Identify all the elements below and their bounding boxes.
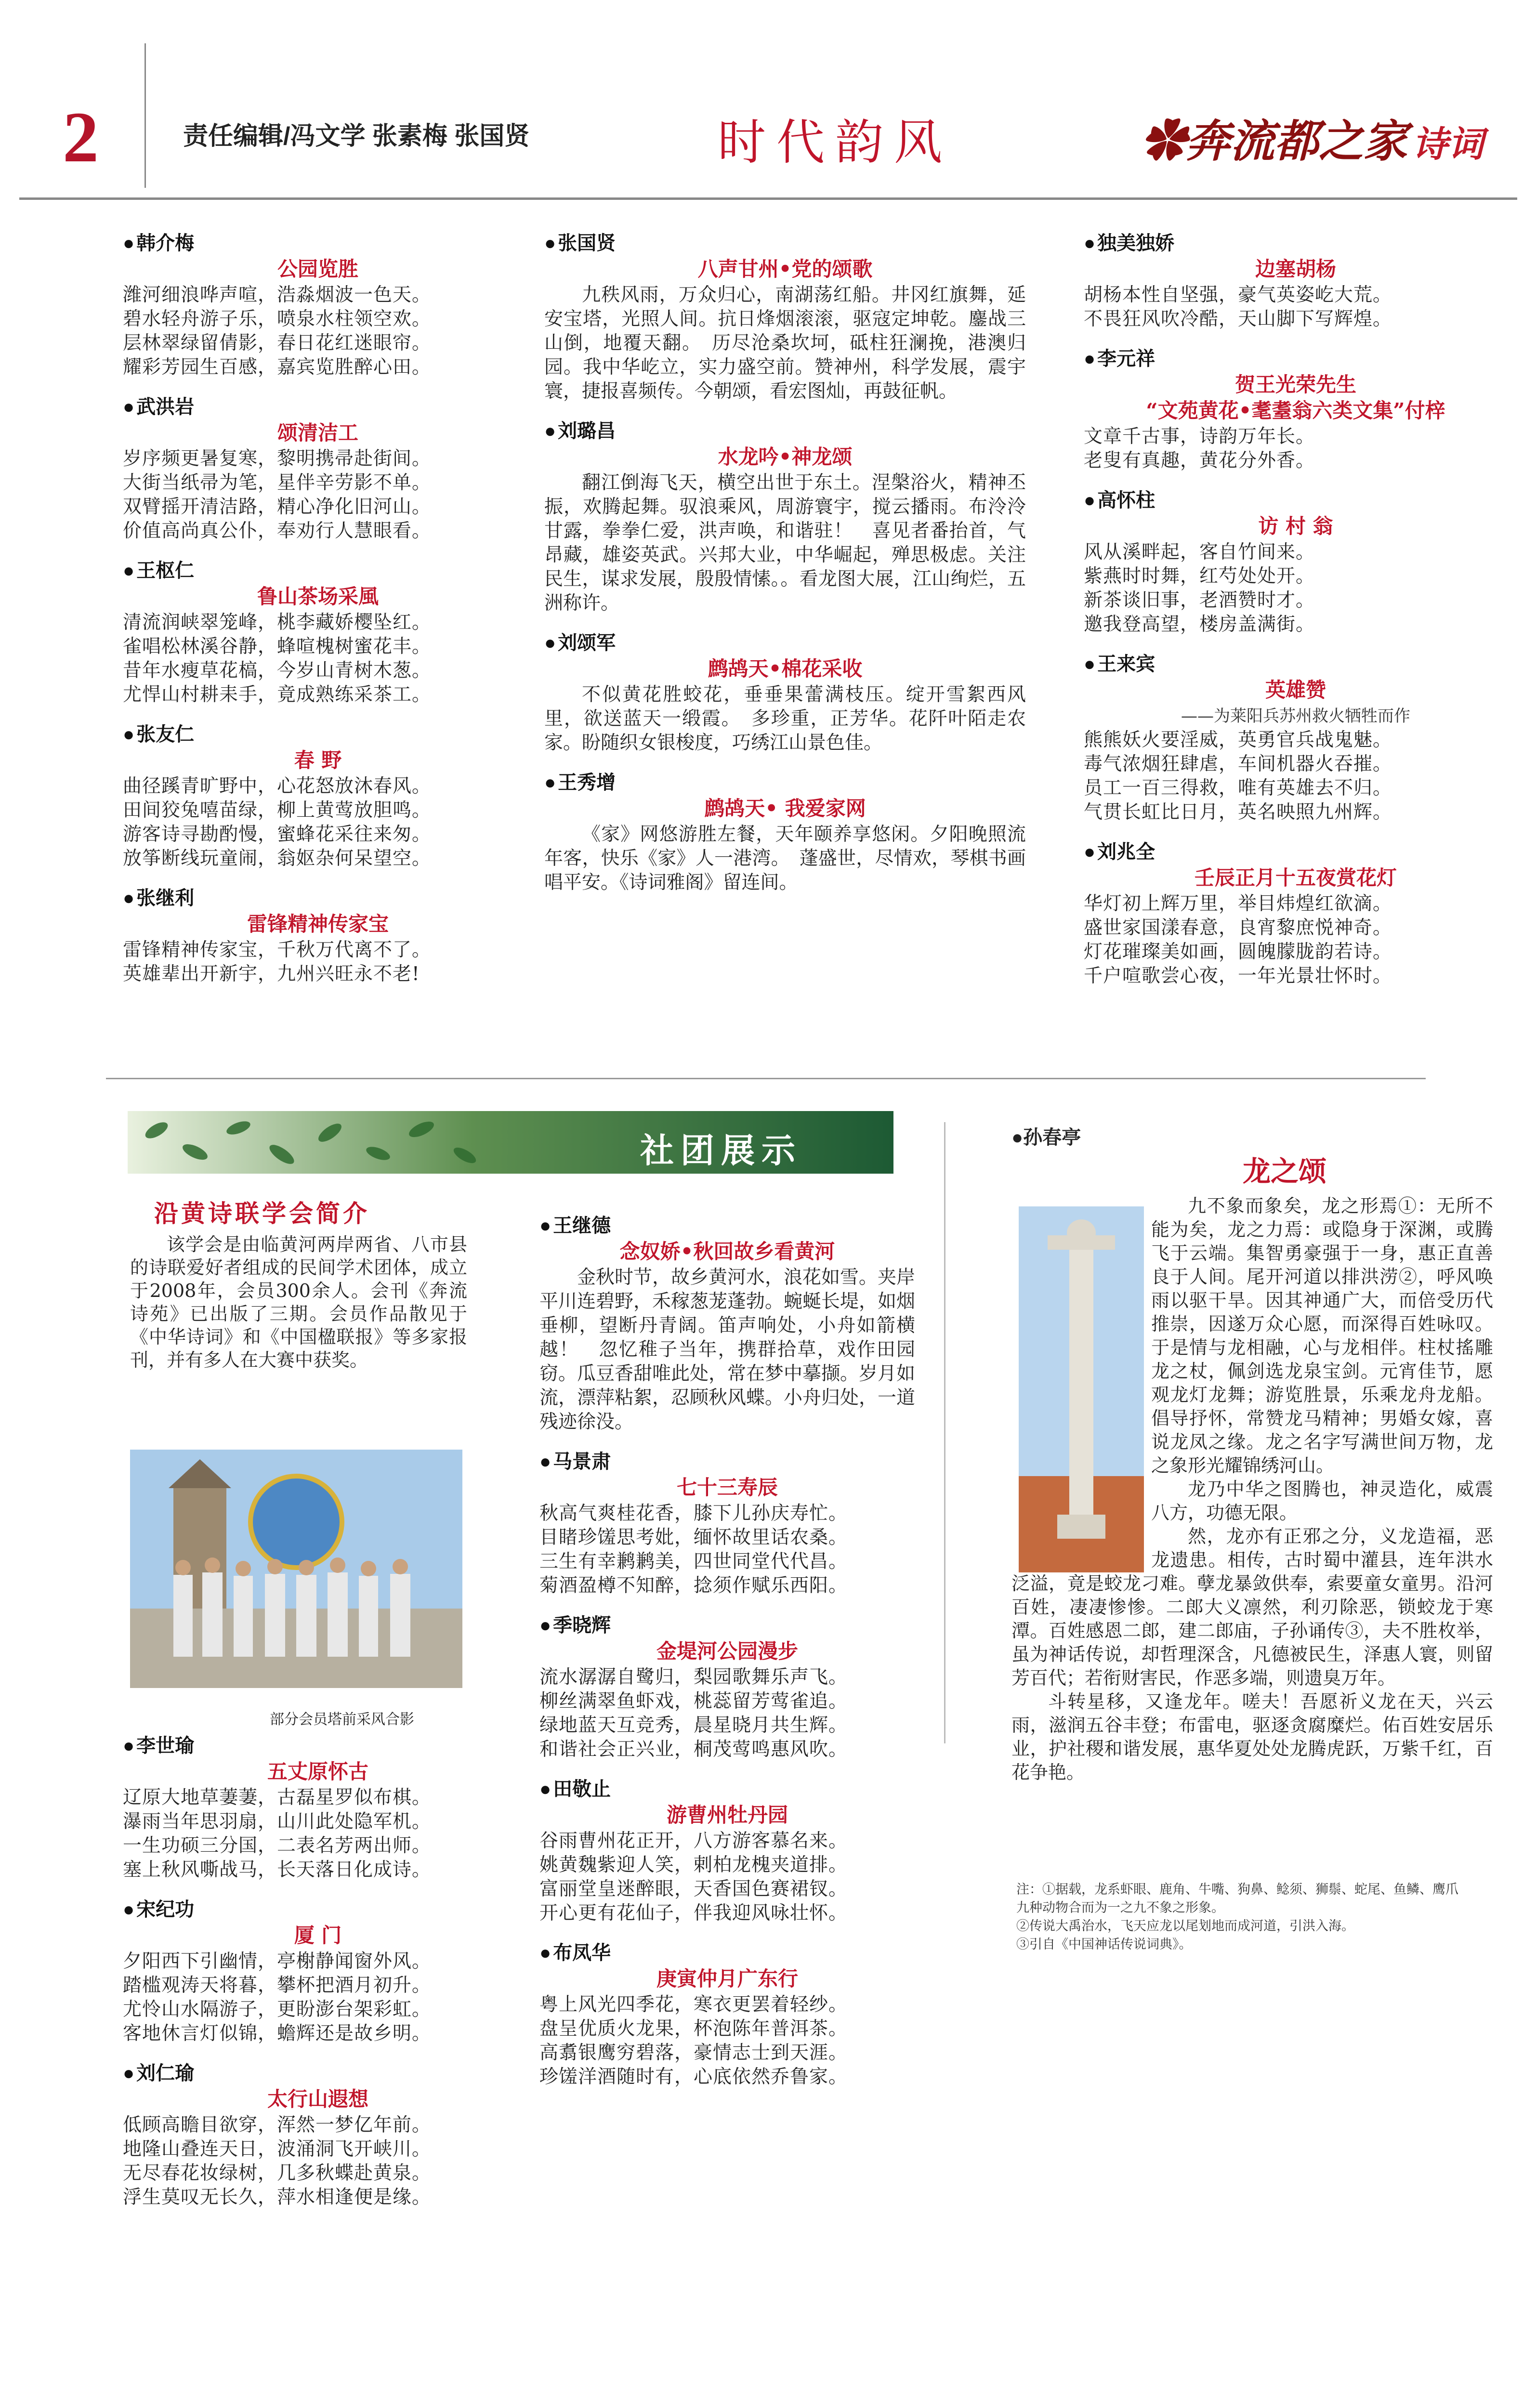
poem-title: 厦 门 [294, 1924, 342, 1947]
poem-line: 辽原大地草萋萋，古磊星罗似布棋。 [123, 1787, 432, 1808]
poem-title: 公园览胜 [277, 257, 358, 281]
poem-block [123, 395, 513, 543]
poem-column-lower-left [123, 1734, 513, 2225]
poem-title: 壬辰正月十五夜赏花灯 [1194, 866, 1397, 890]
poem-line: 清流润峡翠笼峰，桃李藏娇樱坠红。 [123, 612, 432, 633]
poem-text: 九秩风雨，万众归心，南湖荡红船。井冈红旗舞，延安宝塔，光照人间。抗日烽烟滚滚，驱寇定坤乾。鏖战三山倒，地覆天翻。 历尽沧桑坎坷，砥柱狂澜挽，港澳归园。我中华屹立，实力盛空前。赞神州，科学发展，震宇寰，捷报喜频传。今朝颂，看宏图灿，再鼓征帆。 [544, 284, 1026, 402]
poem-title: 贺王光荣先生 [1234, 373, 1356, 396]
poem-line: 菊酒盈樽不知醉，捻须作赋乐西阳。 [539, 1575, 848, 1597]
note-line: 注：①据载，龙系虾眼、鹿角、牛嘴、狗鼻、鲶须、狮鬃、蛇尾、鱼鳞、鹰爪九种动物合而为一之九不象之形象。 [1016, 1882, 1458, 1915]
poem-block [123, 886, 513, 986]
poem-line: 英雄辈出开新宇，九州兴旺永不老! [123, 963, 420, 985]
editors-credit: 责任编辑/冯文学 张素梅 张国贤 [183, 122, 530, 150]
poem-line: 盛世家国漾春意，良宵黎庶悦神奇。 [1084, 917, 1392, 939]
poem-title: 金堤河公园漫步 [656, 1639, 798, 1663]
header-rule [19, 197, 1517, 200]
poem-column-right [1084, 231, 1508, 1004]
poem-line: 塞上秋风嘶战马，长天落日化成诗。 [123, 1859, 432, 1881]
poem-column-left [123, 231, 513, 1002]
poem-block [539, 1613, 915, 1762]
club-banner-title: 社团展示 [640, 1130, 802, 1170]
club-intro-text: 该学会是由临黄河两岸两省、八市县的诗联爱好者组成的民间学术团体，成立于2008年，会员300余人。会刊《奔流诗苑》已出版了三期。会员作品散见于《中华诗词》和《中国楹联报》等多家报刊，并有多人在大赛中获奖。 [130, 1234, 467, 1371]
poem-title: 颂清洁工 [277, 421, 358, 445]
poem-line: 一生功硕三分国，二表名芳两出师。 [123, 1835, 432, 1857]
poem-line: 岁序频更暑复寒，黎明携帚赴街间。 [123, 448, 432, 470]
poem-line: 紫燕时时舞，红芍处处开。 [1084, 565, 1315, 587]
poem-line: 文章千古事，诗韵万年长。 [1084, 426, 1315, 447]
poem-block [539, 1450, 915, 1598]
poem-author: ● 宋纪功 [123, 1898, 513, 1922]
dragon-author: ●孙春亭 [1011, 1127, 1081, 1148]
poem-line: 层林翠绿留倩影，春日花红迷眼帘。 [123, 332, 432, 354]
poem-block [123, 231, 513, 380]
poem-block [1084, 231, 1508, 331]
header-divider [144, 43, 146, 188]
poem-author: ● 王枢仁 [123, 559, 513, 583]
poem-line: 灯花璀璨美如画，圆魄朦胧韵若诗。 [1084, 941, 1392, 963]
poem-line: 大街当纸帚为笔，星伴辛劳影不单。 [123, 472, 432, 494]
poem-title: 边塞胡杨 [1255, 257, 1336, 281]
poem-line: 夕阳西下引幽情，亭榭静闻窗外风。 [123, 1950, 432, 1972]
poem-line: 碧水轻舟游子乐，喷泉水柱领空欢。 [123, 308, 432, 330]
group-photo-image [130, 1450, 462, 1688]
poem-title: 鹧鸪天• 我爱家网 [704, 797, 866, 820]
poem-author: ● 李世瑜 [123, 1734, 513, 1758]
poem-line: 谷雨曹州花正开，八方游客慕名来。 [539, 1830, 848, 1852]
poem-line: 盘呈优质火龙果，杯泡陈年普洱茶。 [539, 2018, 848, 2040]
poem-title: 英雄赞 [1265, 678, 1326, 702]
poem-line: 和谐社会正兴业，桐茂莺鸣惠风吹。 [539, 1739, 848, 1760]
poem-author: ● 张国贤 [544, 231, 1026, 255]
poem-author: ● 韩介梅 [123, 231, 513, 255]
poem-line: 不畏狂风吹冷酷，天山脚下写辉煌。 [1084, 308, 1392, 330]
note-line: ②传说大禹治水，飞天应龙以尾划地而成河道，引洪入海。 [1016, 1919, 1354, 1934]
poem-line: 高翥银鹰穷碧落，豪情志士到天涯。 [539, 2042, 848, 2064]
poem-line: 田间狡兔嘻苗绿，柳上黄莺放胆鸣。 [123, 799, 432, 821]
note-line: ③引自《中国神话传说词典》。 [1016, 1937, 1192, 1952]
poem-title: 水龙吟•神龙颂 [718, 445, 853, 469]
poem-block [123, 1898, 513, 2046]
poem-block [544, 771, 1026, 895]
poem-author: ● 独美独娇 [1084, 231, 1508, 255]
group-photo [130, 1450, 462, 1688]
dragon-essay [1011, 1194, 1493, 1784]
poem-dedication: ——为莱阳兵苏州救火牺牲而作 [1181, 707, 1410, 726]
poem-line: 游客诗寻勘酌慢，蜜蜂花采往来匆。 [123, 824, 432, 845]
photo-caption: 部分会员塔前采风合影 [270, 1711, 414, 1728]
dragon-title: 龙之颂 [1243, 1155, 1327, 1188]
poem-title: 鹧鸪天•棉花采收 [708, 657, 863, 681]
poem-line: 客地休言灯似锦，蟾辉还是故乡明。 [123, 2023, 432, 2044]
poem-text: 不似黄花胜蛟花，垂垂果蕾满枝压。绽开雪絮西风里，欲送蓝天一缎霞。 多珍重，正芳华。花阡叶陌走农家。盼随织女银梭度，巧绣江山景色佳。 [544, 684, 1026, 754]
poem-line: 开心更有花仙子，伴我迎风咏壮怀。 [539, 1902, 848, 1924]
poem-title: 春 野 [294, 748, 342, 772]
poem-line: 胡杨本性自坚强，豪气英姿屹大荒。 [1084, 284, 1392, 306]
poem-block [539, 1777, 915, 1925]
poem-line: 老叟有真趣，黄花分外香。 [1084, 450, 1315, 471]
poem-author: ● 张友仁 [123, 722, 513, 746]
logo-subtitle: 诗词 [1412, 124, 1484, 165]
poem-line: 秋高气爽桂花香，膝下儿孙庆寿忙。 [539, 1503, 848, 1524]
poem-line: 姚黄魏紫迎人笑，剌柏龙槐夹道排。 [539, 1854, 848, 1876]
poem-title: 鲁山茶场采風 [257, 585, 379, 608]
poem-block [539, 1941, 915, 2089]
section-title: 时代韵风 [718, 114, 953, 170]
poem-title: 八声甘州•党的颂歌 [697, 257, 873, 281]
poem-line: 珍馐洋酒随时有，心底依然乔鲁家。 [539, 2066, 848, 2088]
poem-title: 太行山遐想 [267, 2087, 368, 2111]
poem-author: ● 武洪岩 [123, 395, 513, 419]
poem-line: 气贯长虹比日月，英名映照九州辉。 [1084, 801, 1392, 823]
poem-line: 三生有幸鹣鹣美，四世同堂代代昌。 [539, 1551, 848, 1572]
poem-line: 浮生莫叹无长久，萍水相逢便是缘。 [123, 2186, 432, 2208]
poem-author: ● 高怀柱 [1084, 488, 1508, 512]
poem-block [544, 419, 1026, 615]
dragon-author-name: 孙春亭 [1023, 1127, 1081, 1148]
poem-line: 流水潺潺自鹭归，梨园歌舞乐声飞。 [539, 1666, 848, 1688]
essay-paragraph: 斗转星移，又逢龙年。嗟夫！吾愿祈义龙在天，兴云雨，滋润五谷丰登；布雷电，驱逐贪腐糜烂。佑百姓安居乐业，护社稷和谐发展，惠华夏处处龙腾虎跃，万紫千红，百花争艳。 [1011, 1691, 1493, 1783]
poem-author: ● 王继德 [539, 1214, 915, 1238]
club-intro-title: 沿黄诗联学会简介 [154, 1199, 370, 1228]
poem-author: ● 田敬止 [539, 1777, 915, 1801]
poem-line: 粤上风光四季花，寒衣更罢着轻纱。 [539, 1994, 848, 2015]
poem-author: ● 刘仁瑜 [123, 2061, 513, 2085]
poem-line: 曲径蹊青旷野中，心花怒放沐春风。 [123, 775, 432, 797]
poem-author: ● 刘兆全 [1084, 840, 1508, 864]
poem-line: 尤悍山村耕耒手，竟成熟练采茶工。 [123, 684, 432, 706]
poem-block [1084, 488, 1508, 637]
poem-author: ● 王秀增 [544, 771, 1026, 795]
poem-author: ● 季晓辉 [539, 1613, 915, 1637]
poem-line: 风从溪畔起，客自竹间来。 [1084, 541, 1315, 563]
poem-line: 员工一百三得救，唯有英雄去不归。 [1084, 777, 1392, 799]
poem-block [539, 1214, 915, 1434]
poem-block [123, 722, 513, 871]
poem-line: 价值高尚真公仆，奉劝行人慧眼看。 [123, 520, 432, 542]
page-number: 2 [63, 97, 99, 177]
poem-line: 富丽堂皇迷醉眼，天香国色赛裙钗。 [539, 1878, 848, 1900]
poem-text: 金秋时节，故乡黄河水，浪花如雪。夹岸平川连碧野，禾稼葱茏蓬勃。蜿蜒长堤，如烟垂柳，望断丹青阔。笛声响处，小舟如箭横越！ 忽忆稚子当年，携群拾草，戏作田园窃。瓜豆香甜唯此处，常在梦中摹撷。岁月如流，漂萍粘絮，忍顾秋风蝶。小舟归处，一道残迹徐没。 [539, 1267, 916, 1433]
poem-line: 昔年水瘦草花槁，今岁山青树木葱。 [123, 660, 432, 681]
poem-column-middle [544, 231, 1026, 910]
poem-line: 目睹珍馐思考妣，缅怀故里话农桑。 [539, 1527, 848, 1548]
poem-author: ● 王来宾 [1084, 652, 1508, 676]
poem-block [544, 631, 1026, 755]
essay-paragraph: 龙乃中华之图腾也，神灵造化，威震八方，功德无限。 [1151, 1479, 1493, 1523]
poem-line: 地隆山叠连天日，波涌洞飞开峡川。 [123, 2138, 432, 2160]
poem-author: ● 刘颂军 [544, 631, 1026, 655]
essay-paragraph: 然，龙亦有正邪之分，义龙造福，恶龙遗患。相传，古时蜀中灌县，连年洪水泛溢，竟是蛟龙刁难。孽龙暴敛供奉，索要童女童男。沿河百姓，凄凄惨惨。二郎大义凛然，利刃除恶，锁蛟龙于寒潭。百姓感恩二郎，建二郎庙，子孙诵传③，夫不胜枚举，虽为神话传说，却哲理深含，凡德被民生，泽惠人寰，则留芳百代；若衔财害民，作恶多端，则遗臭万年。 [1011, 1526, 1493, 1688]
poem-line: 熊熊妖火要淫威，英勇官兵战鬼魅。 [1084, 729, 1392, 751]
poem-author: ● 刘璐昌 [544, 419, 1026, 443]
poem-block [1084, 840, 1508, 988]
poem-title: 五丈原怀古 [267, 1760, 368, 1783]
poem-block [544, 231, 1026, 404]
poem-title: 访 村 翁 [1258, 514, 1333, 538]
poem-line: 无尽春花妆绿树，几多秋蝶赴黄泉。 [123, 2162, 432, 2184]
section-rule [106, 1078, 1426, 1079]
poem-block [123, 2061, 513, 2210]
poem-title-line2: “文苑黄花•耄耋翁六类文集”付梓 [1146, 399, 1445, 422]
poem-line: 柳丝满翠鱼虾戏，桃蕊留芳莺雀追。 [539, 1690, 848, 1712]
essay-paragraph: 九不象而象矣，龙之形焉①：无所不能为矣，龙之力焉：或隐身于深渊，或腾飞于云端。集智勇豪强于一身，惠正直善良于人间。尾开河道以排洪涝②，呼风唤雨以驱干旱。因其神通广大，而倍受历代推崇，因遂万众心愿，而深得百姓咏叹。于是情与龙相融，心与龙相伴。柱杖搖雕龙之杖，佩剑选龙泉宝剑。元宵佳节，愿观龙灯龙舞；游览胜景，乐乘龙舟龙船。倡导抒怀，常赞龙马精神；男婚女嫁，喜说龙凤之缘。龙之名字写满世间万物，龙之象形光耀锦绣河山。 [1151, 1195, 1493, 1476]
poem-title: 念奴娇•秋回故乡看黄河 [619, 1240, 835, 1263]
logo-text: 奔流都之家 [1186, 115, 1408, 167]
poem-line: 瀑雨当年思羽扇，山川此处隐军机。 [123, 1811, 432, 1832]
poem-line: 双臂摇开清洁路，精心净化旧河山。 [123, 496, 432, 518]
dragon-notes [1016, 1881, 1459, 1954]
poem-author: ● 马景肃 [539, 1450, 915, 1474]
poem-line: 耀彩芳园生百感，嘉宾览胜醉心田。 [123, 356, 432, 378]
poem-author: ● 张继利 [123, 886, 513, 910]
poem-block [123, 559, 513, 707]
poem-block [1084, 347, 1508, 473]
poem-line: 尤怜山水隔游子，更盼澎台架彩虹。 [123, 1999, 432, 2020]
poem-title: 雷锋精神传家宝 [247, 912, 389, 936]
poem-line: 低顾高瞻目欲穿，浑然一梦亿年前。 [123, 2114, 432, 2136]
pillar-spacer [1011, 1194, 1151, 1565]
poem-text: 翻江倒海飞天，横空出世于东土。涅槃浴火，精神丕振，欢腾起舞。驭浪乘风，周游寰宇，搅云播雨。布泠泠甘露，拳拳仁爱，洪声唤，和谐驻！ 喜见者番抬首，气昂藏，雄姿英武。兴邦大业，中华崛起，殚思极虑。关注民生，谋求发展，殷殷情愫。。看龙图大展，江山绚烂，五洲称许。 [544, 472, 1026, 614]
poem-line: 雷锋精神传家宝，千秋万代离不了。 [123, 939, 432, 961]
column-divider [944, 1122, 945, 1743]
poem-block [1084, 652, 1508, 824]
poem-title: 游曹州牡丹园 [666, 1803, 788, 1827]
poem-line: 邀我登高望，楼房盖满街。 [1084, 614, 1315, 635]
poem-line: 踏槛观涛天将暮，攀杯把酒月初升。 [123, 1975, 432, 1996]
logo-icon: ✿ [1142, 115, 1186, 167]
poem-line: 潍河细浪哗声喧，浩淼烟波一色天。 [123, 284, 432, 306]
poem-text: 《家》网悠游胜左餐，天年颐养享悠闲。夕阳晚照流年客，快乐《家》人一港湾。 蓬盛世，尽情欢，琴棋书画唱平安。《诗词雅阁》留连间。 [544, 824, 1026, 893]
club-banner [128, 1111, 893, 1174]
poem-line: 新茶谈旧事，老酒赞时才。 [1084, 589, 1315, 611]
poem-title: 庚寅仲月广东行 [656, 1967, 798, 1990]
poem-line: 绿地蓝天互竞秀，晨星晓月共生辉。 [539, 1714, 848, 1736]
poem-line: 毒气浓烟狂肆虐，车间机器火吞摧。 [1084, 753, 1392, 775]
logo [1142, 106, 1483, 170]
poem-author: ● 布凤华 [539, 1941, 915, 1965]
poem-line: 千户喧歌尝心夜，一年光景壮怀时。 [1084, 965, 1392, 987]
poem-column-lower-middle [539, 1214, 915, 2105]
leaf-pattern-icon [128, 1111, 523, 1174]
poem-line: 雀唱松林溪谷静，蜂喧槐树蜜花丰。 [123, 636, 432, 657]
poem-title: 七十三寿辰 [676, 1476, 778, 1499]
poem-line: 华灯初上辉万里，举目炜煌红欲滴。 [1084, 893, 1392, 915]
poem-block [123, 1734, 513, 1882]
poem-author: ● 李元祥 [1084, 347, 1508, 371]
poem-line: 放筝断线玩童闹，翁妪杂何呆望空。 [123, 848, 432, 869]
